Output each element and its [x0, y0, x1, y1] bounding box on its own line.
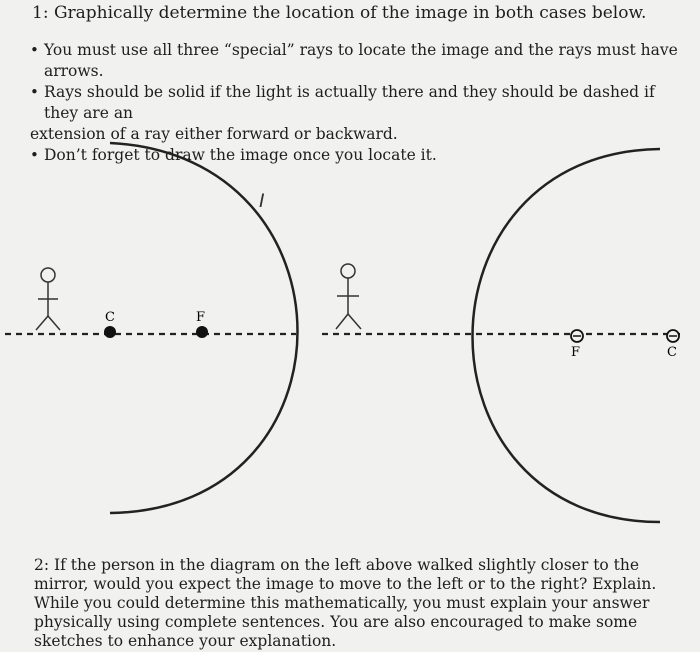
- center-label-right: C: [667, 345, 677, 360]
- left-mirror-diagram: [5, 143, 298, 513]
- instruction-item: [30, 40, 690, 82]
- bullet-icon: •: [30, 41, 39, 59]
- instruction-text: Rays should be solid if the light is actually there and they should be dashed if they are an: [44, 83, 655, 122]
- focal-label-left: F: [196, 310, 206, 325]
- instruction-text: Don’t forget to draw the image once you locate it.: [44, 146, 437, 164]
- focal-label-right: F: [571, 345, 581, 360]
- right-mirror-diagram: [322, 149, 685, 522]
- focal-point-left: [196, 326, 208, 338]
- instruction-text: You must use all three “special” rays to locate the image and the rays must have arrows.: [44, 41, 678, 80]
- center-point-left: [104, 326, 116, 338]
- mirror-diagrams: [0, 130, 700, 525]
- instruction-text-continued: extension of a ray either forward or backward.: [30, 125, 398, 143]
- bullet-icon: •: [30, 146, 39, 164]
- bullet-icon: •: [30, 83, 39, 101]
- convex-mirror-arc: [473, 149, 661, 522]
- question-1-title: 1: Graphically determine the location of the image in both cases below.: [32, 3, 647, 23]
- question-2-text: 2: If the person in the diagram on the left above walked slightly closer to the mirror, would you expect the image to move to the left or to the right? Explain. While you could determine this mathematically, you must explain your answer physically using complete sentences. You are also encouraged to make some sketches to enhance your explanation.: [34, 556, 657, 650]
- image-marker-handwritten: I: [259, 190, 265, 212]
- stick-figure-object-right: [336, 264, 361, 329]
- center-label-left: C: [105, 310, 115, 325]
- stick-figure-object-left: [36, 268, 60, 330]
